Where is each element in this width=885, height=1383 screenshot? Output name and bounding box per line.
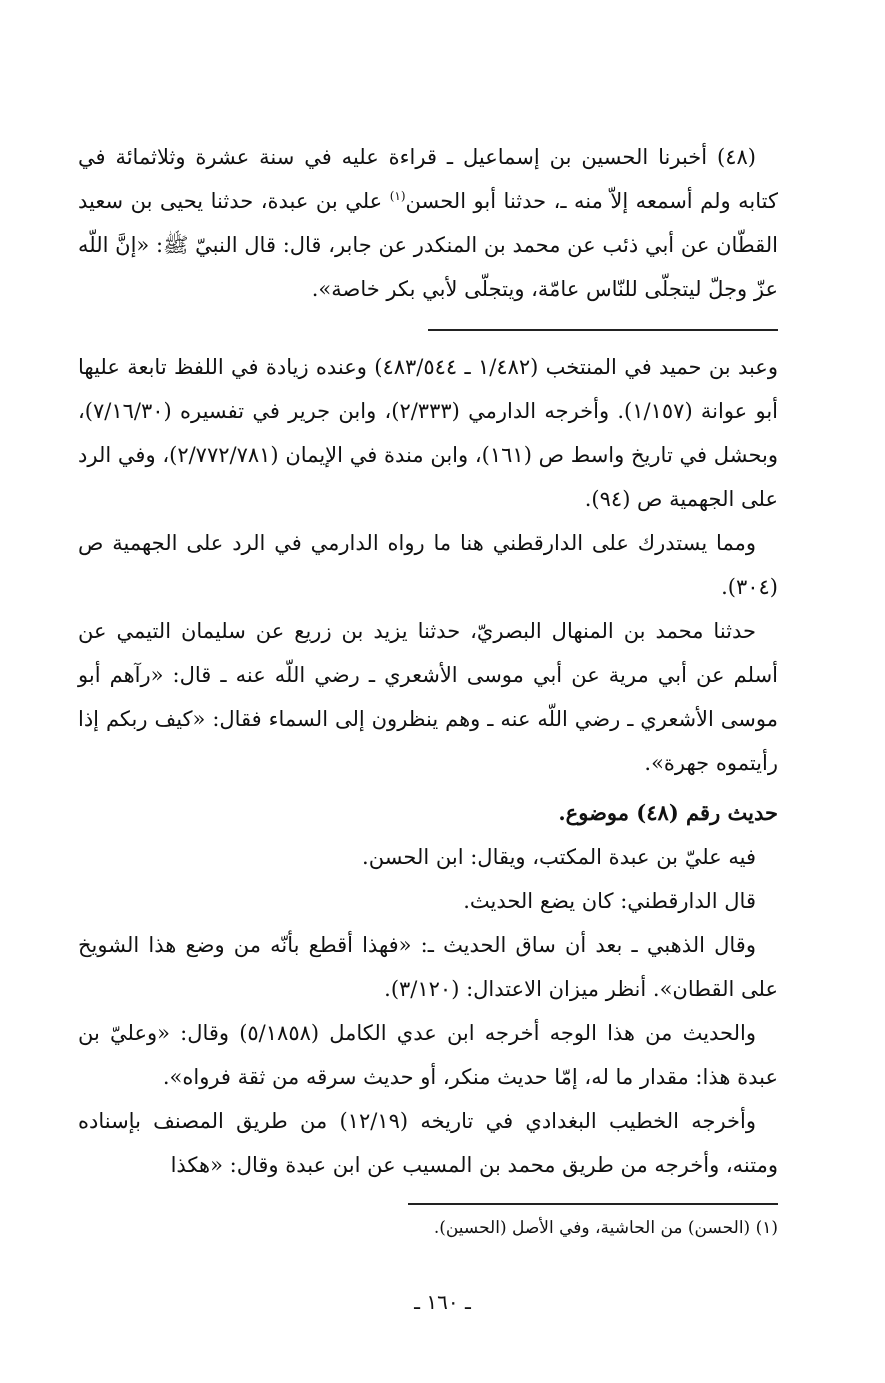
grading-paragraph-5: وأخرجه الخطيب البغدادي في تاريخه (١٢/١٩) من طريق المصنف بإسناده ومتنه، وأخرجه من طريق محمد بن المسيب عن ابن عبدة وقال: «هكذا bbox=[78, 1109, 778, 1177]
grading-paragraph-4: والحديث من هذا الوجه أخرجه ابن عدي الكامل (٥/١٨٥٨) وقال: «وعليّ بن عبدة هذا: مقدار ما له، إمّا حديث منكر، أو حديث سرقه من ثقة فرواه». bbox=[78, 1021, 778, 1089]
main-hadith bbox=[78, 135, 778, 311]
commentary-paragraph-1: وعبد بن حميد في المنتخب (١/٤٨٢ ـ ٤٨٣/٥٤٤) وعنده زيادة في اللفظ تابعة عليها أبو عوانة (١/١٥٧). وأخرجه الدارمي (٢/٣٣٣)، وابن جرير في تفسيره (٧/١٦/٣٠)، وبحشل في تاريخ واسط ص (١٦١)، وابن مندة في الإيمان (٢/٧٧٢/٧٨١)، وفي الرد على الجهمية ص (٩٤). bbox=[78, 355, 778, 511]
commentary-paragraph-2: ومما يستدرك على الدارقطني هنا ما رواه الدارمي في الرد على الجهمية ص (٣٠٤). bbox=[78, 531, 778, 599]
commentary-paragraph-3: حدثنا محمد بن المنهال البصريّ، حدثنا يزيد بن زريع عن سليمان التيمي عن أسلم عن أبي مرية عن أبي موسى الأشعري ـ رضي اللّه عنه ـ قال: «رآهم أبو موسى الأشعري ـ رضي اللّه عنه ـ وهم ينظرون إلى السماء فقال: «كيف ربكم إذا رأيتموه جهرة». bbox=[78, 619, 778, 775]
page-number: ـ ١٦٠ ـ bbox=[414, 1290, 471, 1314]
grading-paragraph-3: وقال الذهبي ـ بعد أن ساق الحديث ـ: «فهذا أقطع بأنّه من وضع هذا الشويخ على القطان». أنظر ميزان الاعتدال: (٣/١٢٠). bbox=[78, 933, 778, 1001]
footnote-marker[interactable]: (١) bbox=[389, 189, 406, 203]
hadith-text-part-1: (٤٨) أخبرنا الحسين بن إسماعيل ـ قراءة عليه في سنة عشرة وثلاثمائة في كتابه ولم أسمعه إلاّ منه ـ، حدثنا أبو الحسن bbox=[78, 145, 778, 213]
section-divider bbox=[428, 329, 778, 331]
footnote-divider bbox=[408, 1203, 778, 1205]
grading-paragraph-2: قال الدارقطني: كان يضع الحديث. bbox=[463, 889, 756, 913]
footnote: (١) (الحسن) من الحاشية، وفي الأصل (الحسين). bbox=[433, 1218, 778, 1238]
grading-paragraph-1: فيه عليّ بن عبدة المكتب، ويقال: ابن الحسن. bbox=[362, 845, 756, 869]
hadith-text-part-2: علي بن عبدة، حدثنا يحيى بن سعيد القطّان عن أبي ذئب عن محمد بن المنكدر عن جابر، قال: قال النبيّ ﷺ: «إنَّ اللّه عزّ وجلّ ليتجلّى للنّاس عامّة، ويتجلّى لأبي بكر خاصة». bbox=[78, 189, 778, 301]
grading-title: حديث رقم (٤٨) موضوع. bbox=[558, 800, 778, 825]
page-body bbox=[78, 135, 778, 1245]
